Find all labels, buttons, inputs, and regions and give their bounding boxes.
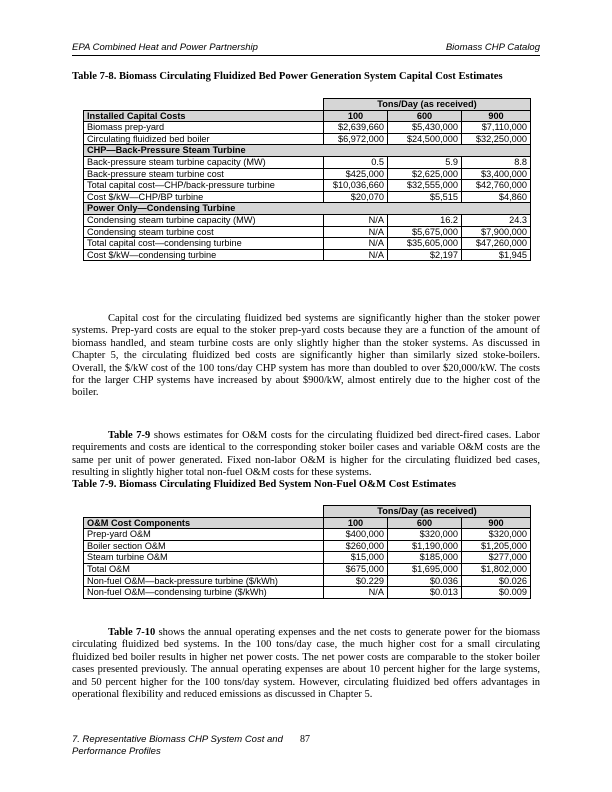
column-header: 100 bbox=[324, 110, 388, 122]
column-header: 600 bbox=[388, 110, 462, 122]
section-row: CHP—Back-Pressure Steam Turbine bbox=[84, 145, 531, 157]
header-left: EPA Combined Heat and Power Partnership bbox=[72, 42, 258, 53]
table-row: Non-fuel O&M—back-pressure turbine ($/kWh) $0.229 $0.036 $0.026 bbox=[84, 575, 531, 587]
table-row: Prep-yard O&M $400,000 $320,000 $320,000 bbox=[84, 529, 531, 541]
column-header: 600 bbox=[388, 517, 462, 529]
table-row: Total capital cost—condensing turbine N/A $35,605,000 $47,260,000 bbox=[84, 238, 531, 250]
footer-chapter-title: 7. Representative Biomass CHP System Cost and Performance Profiles bbox=[72, 734, 283, 757]
paragraph-capital-cost: Capital cost for the circulating fluidized bed systems are significantly higher than the stoker power systems. Prep-yard costs are equal to the stoker prep-yard costs because they are a function of the amount of biomass handled, and steam turbine costs are only slightly higher than the stoker systems. As discussed in Chapter 5, the circulating fluidized bed costs are significantly higher than similarly sized stoke-boilers. Overall, the $/kW cost of the 100 tons/day CHP system has more than doubled to over $20,000/kW. The costs for the larger CHP systems have increased by about $900/kW, almost entirely due to the higher cost of the boiler. bbox=[72, 313, 540, 399]
row-header: O&M Cost Components bbox=[84, 517, 324, 529]
row-header: Installed Capital Costs bbox=[84, 110, 324, 122]
page-number: 87 bbox=[300, 734, 310, 745]
table-row: Boiler section O&M $260,000 $1,190,000 $1,205,000 bbox=[84, 540, 531, 552]
table-row: Biomass prep-yard $2,639,660 $5,430,000 $7,110,000 bbox=[84, 122, 531, 134]
table-row: Condensing steam turbine capacity (MW) N/A 16.2 24.3 bbox=[84, 214, 531, 226]
group-header: Tons/Day (as received) bbox=[324, 506, 531, 518]
table-corner bbox=[84, 99, 324, 111]
table-7-9-reference: Table 7-9 bbox=[108, 430, 151, 441]
column-header: 100 bbox=[324, 517, 388, 529]
table-row: Total capital cost—CHP/back-pressure turbine $10,036,660 $32,555,000 $42,760,000 bbox=[84, 180, 531, 192]
table-7-10-reference: Table 7-10 bbox=[108, 627, 156, 638]
column-header: 900 bbox=[462, 517, 531, 529]
table-row: Cost $/kW—condensing turbine N/A $2,197 $1,945 bbox=[84, 249, 531, 261]
table-corner bbox=[84, 506, 324, 518]
section-row: Power Only—Condensing Turbine bbox=[84, 203, 531, 215]
capital-cost-table bbox=[83, 98, 531, 261]
table-row: Circulating fluidized bed boiler $6,972,000 $24,500,000 $32,250,000 bbox=[84, 133, 531, 145]
table-row: Back-pressure steam turbine capacity (MW) 0.5 5.9 8.8 bbox=[84, 156, 531, 168]
table-row: Non-fuel O&M—condensing turbine ($/kWh) N/A $0.013 $0.009 bbox=[84, 587, 531, 599]
table-row: Total O&M $675,000 $1,695,000 $1,802,000 bbox=[84, 563, 531, 575]
table-7-8-caption: Table 7-8. Biomass Circulating Fluidized Bed Power Generation System Capital Cost Estimates bbox=[72, 71, 503, 82]
paragraph-operating-expenses: Table 7-10 shows the annual operating expenses and the net costs to generate power for the biomass circulating fluidized bed systems. In the 100 tons/day case, the much higher cost for a small circulating fluidized bed boiler results in higher net power costs. The net power costs are comparable to the stoker boiler cases presented previously. The annual operating expenses are about 10 percent higher for the large systems, and 50 percent higher for the 100 tons/day system. However, circulating fluidized bed offers advantages in operational flexibility and reduced emissions as discussed in Chapter 5. bbox=[72, 627, 540, 701]
table-row: Back-pressure steam turbine cost $425,000 $2,625,000 $3,400,000 bbox=[84, 168, 531, 180]
column-header: 900 bbox=[462, 110, 531, 122]
header-right: Biomass CHP Catalog bbox=[445, 42, 540, 53]
table-row: Steam turbine O&M $15,000 $185,000 $277,000 bbox=[84, 552, 531, 564]
table-7-9-caption: Table 7-9. Biomass Circulating Fluidized Bed System Non-Fuel O&M Cost Estimates bbox=[72, 479, 457, 490]
table-row: Condensing steam turbine cost N/A $5,675,000 $7,900,000 bbox=[84, 226, 531, 238]
om-cost-table bbox=[83, 505, 531, 599]
table-row: Cost $/kW—CHP/BP turbine $20,070 $5,515 $4,860 bbox=[84, 191, 531, 203]
running-header bbox=[72, 42, 540, 56]
paragraph-om-cost: Table 7-9 shows estimates for O&M costs for the circulating fluidized bed direct-fired cases. Labor requirements and costs are identical to the corresponding stoker boiler cases and variable O&M costs are the same per unit of power generated. Fixed non-labor O&M is higher for the circulating fluidized bed cases, resulting in slightly higher total non-fuel O&M costs for these systems. bbox=[72, 430, 540, 479]
group-header: Tons/Day (as received) bbox=[324, 99, 531, 111]
